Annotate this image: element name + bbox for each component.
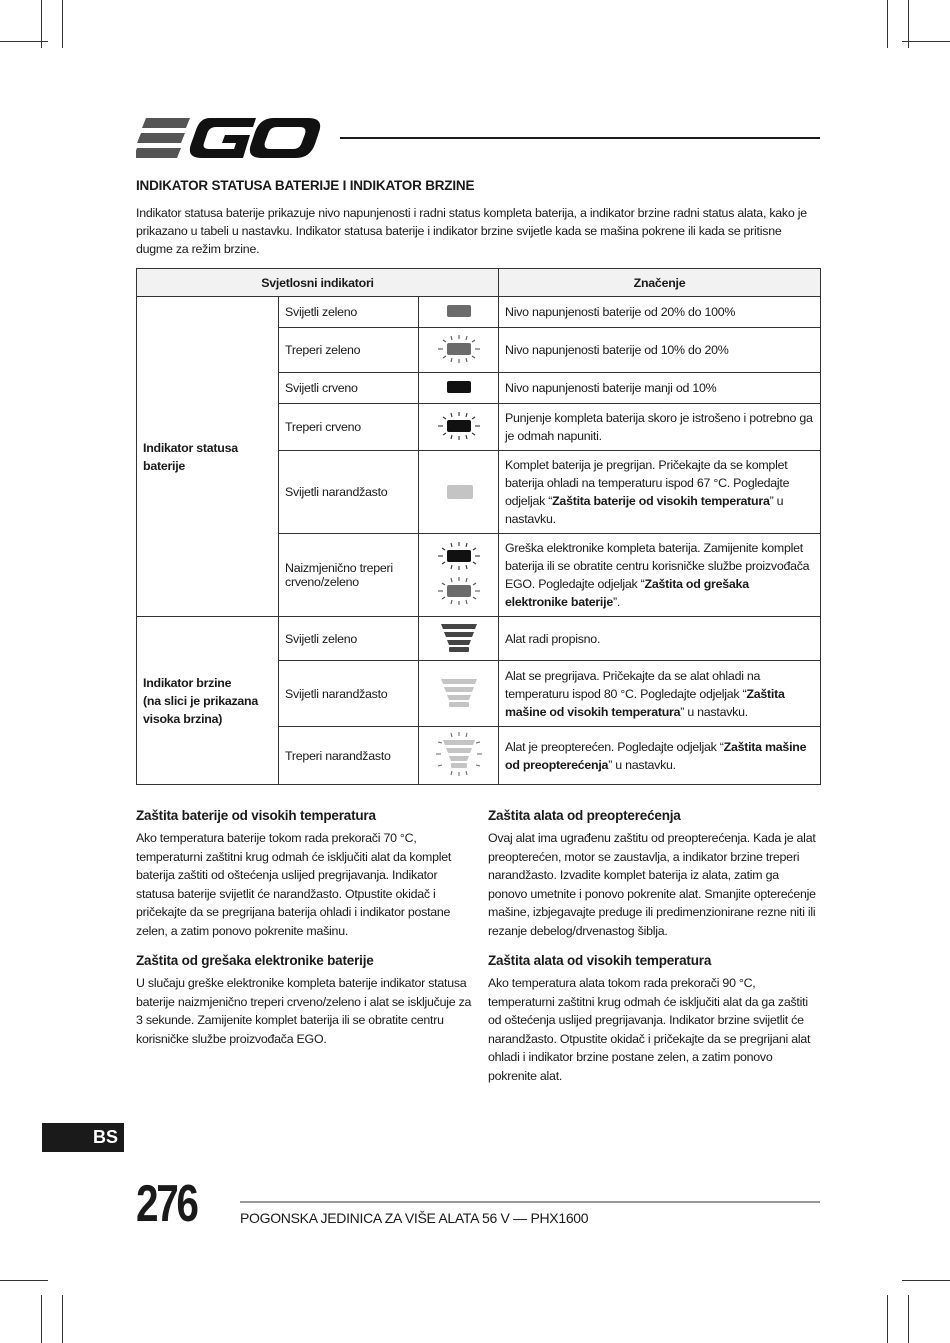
row-label: Svijetli narandžasto	[279, 451, 419, 534]
section-heading-battery-electronics: Zaštita od grešaka elektronike baterije	[136, 953, 374, 968]
right-column	[488, 808, 820, 1098]
section-body-battery-electronics: U slučaju greške elektronike kompleta baterije indikator statusa baterije naizmjenično treperi crveno/zeleno i alat se isključuje za 3 sekunde. Zamijenite komplet baterija ili se obratite centru korisničke službe proizvođača EGO.	[136, 976, 472, 1046]
battery-green-flashing-icon	[437, 334, 481, 364]
row-meaning: Nivo napunjenosti baterije od 10% do 20%	[499, 328, 821, 373]
section-title: INDIKATOR STATUSA BATERIJE I INDIKATOR BRZINE	[136, 178, 475, 193]
crop-mark	[902, 41, 950, 42]
crop-mark	[902, 1280, 950, 1281]
row-meaning: Alat se pregrijava. Pričekajte da se alat ohladi na temperaturu ispod 80 °C. Pogledajte odjeljak “Zaštita mašine od visokih temperatura” u nastavku.	[499, 661, 821, 727]
indicator-table	[136, 268, 821, 785]
battery-green-solid-icon	[439, 299, 479, 323]
section-heading-battery-temp: Zaštita baterije od visokih temperatura	[136, 808, 376, 823]
row-meaning: Greška elektronike kompleta baterija. Zamijenite komplet baterija ili se obratite centru korisničke službe proizvođača EGO. Pogledajte odjeljak “Zaštita od grešaka elektronike baterije”.	[499, 534, 821, 617]
section-body-tool-temp: Ako temperatura alata tokom rada prekorači 90 °C, temperaturni zaštitni krug odmah će isključiti alat da ga zaštiti od oštećenja uslijed pregrijavanja. Indikator brzine svijetlit će narandžasto. Otpustite okidač i pričekajte da se pregrijani alat ohladi i indikator brzine postane zelen, a zatim ponovo pokrenite alat.	[488, 976, 811, 1083]
header-meaning: Značenje	[499, 269, 821, 297]
crop-mark	[62, 1295, 63, 1343]
crop-mark	[908, 1295, 909, 1343]
row-label: Naizmjenično treperi crveno/zeleno	[279, 534, 419, 617]
section-body-tool-overload: Ovaj alat ima ugrađenu zaštitu od preopterećenja. Kada je alat preopterećen, motor se zaustavlja, a indikator brzine treperi narandžasto. Izvadite komplet baterija iz alata, zatim ga ponovo umetnite i ponovo pokrenite alat. Smanjite opterećenje mašine, izbjegavajte preduge ili predimenzionirane rezne niti ili rezanje debelog/drvenastog šiblja.	[488, 831, 816, 938]
row-meaning: Punjenje kompleta baterija skoro je istrošeno i potrebno ga je odmah napuniti.	[499, 404, 821, 451]
speed-green-solid-icon	[437, 621, 481, 653]
crop-mark	[887, 0, 888, 48]
page-number: 276	[136, 1175, 197, 1233]
crop-mark	[62, 0, 63, 48]
table-row	[137, 617, 821, 661]
left-column	[136, 808, 472, 1061]
speed-indicator-group: Indikator brzine (na slici je prikazana visoka brzina)	[137, 617, 279, 785]
footer-product-title: POGONSKA JEDINICA ZA VIŠE ALATA 56 V — PHX1600	[240, 1210, 589, 1226]
row-label: Svijetli zeleno	[279, 617, 419, 661]
header-rule	[340, 137, 820, 139]
row-label: Svijetli narandžasto	[279, 661, 419, 727]
row-label: Svijetli crveno	[279, 373, 419, 404]
speed-orange-flashing-icon	[435, 731, 483, 777]
row-meaning: Komplet baterija je pregrijan. Pričekajte da se komplet baterija ohladi na temperaturu ispod 67 °C. Pogledajte odjeljak “Zaštita baterije od visokih temperatura” u nastavku.	[499, 451, 821, 534]
footer-rule	[240, 1201, 820, 1203]
crop-mark	[41, 1295, 42, 1343]
crop-mark	[0, 41, 48, 42]
table-row	[137, 297, 821, 328]
row-label: Svijetli zeleno	[279, 297, 419, 328]
table-header-row	[137, 269, 821, 297]
crop-mark	[887, 1295, 888, 1343]
row-label: Treperi zeleno	[279, 328, 419, 373]
row-label: Treperi narandžasto	[279, 727, 419, 785]
battery-red-flashing-icon	[437, 411, 481, 441]
language-badge: BS	[42, 1123, 124, 1152]
battery-orange-solid-icon	[439, 479, 479, 503]
crop-mark	[0, 1280, 48, 1281]
battery-red-green-alternating-icon	[437, 541, 481, 607]
section-heading-tool-overload: Zaštita alata od preopterećenja	[488, 808, 681, 823]
row-meaning: Alat radi propisno.	[499, 617, 821, 661]
intro-paragraph: Indikator statusa baterije prikazuje nivo napunjenosti i radni status kompleta baterija, a indikator brzine radni status alata, kako je prikazano u tabeli u nastavku. Indikator statusa baterije i indikator brzine svijetle kada se mašina pokrene ili kada se pritisne dugme za režim brzine.	[136, 206, 807, 256]
row-meaning: Nivo napunjenosti baterije od 20% do 100%	[499, 297, 821, 328]
section-body-battery-temp: Ako temperatura baterije tokom rada prekorači 70 °C, temperaturni zaštitni krug odmah će isključiti alat da komplet baterija zaštiti od oštećenja uslijed pregrijavanja. Indikator statusa baterije svijetlit će narandžasto. Otpustite okidač i pričekajte da se pregrijana baterija ohladi i indikator postane zelen, a zatim ponovo pokrenite mašinu.	[136, 831, 452, 938]
section-heading-tool-temp: Zaštita alata od visokih temperatura	[488, 953, 712, 968]
row-meaning: Alat je preopterećen. Pogledajte odjeljak “Zaštita mašine od preopterećenja” u nastavku.	[499, 727, 821, 785]
row-meaning: Nivo napunjenosti baterije manji od 10%	[499, 373, 821, 404]
header-indicators: Svjetlosni indikatori	[137, 269, 499, 297]
battery-red-solid-icon	[439, 375, 479, 399]
battery-status-group: Indikator statusa baterije	[137, 297, 279, 617]
row-label: Treperi crveno	[279, 404, 419, 451]
speed-orange-solid-icon	[437, 676, 481, 708]
ego-logo	[136, 116, 322, 160]
